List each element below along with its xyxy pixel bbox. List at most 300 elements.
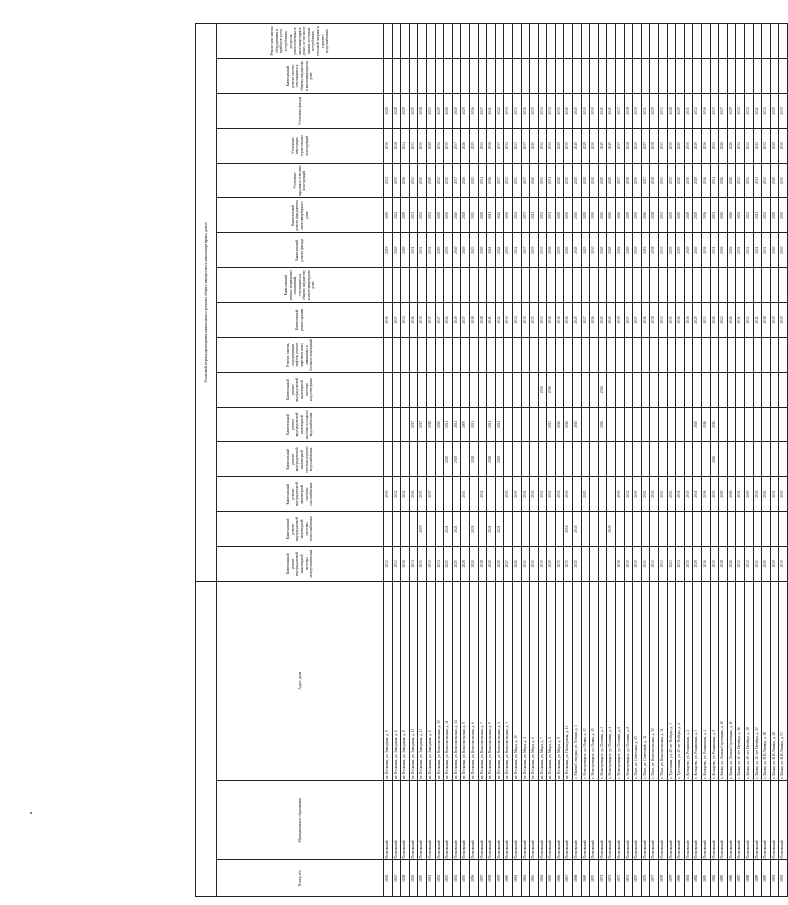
year-cell [495, 372, 504, 407]
year-cell: 2018 [418, 93, 427, 128]
table-row [401, 24, 410, 897]
year-cell [607, 477, 616, 512]
address-cell: с. Бачки, ул. Лесная Стрелецкая, д. 10 [719, 581, 728, 780]
year-cell: 2032 [762, 198, 771, 233]
address-cell: пг. Песковка, ул. Комсомольская, д. 9 [487, 581, 496, 780]
year-cell: 2041 [530, 198, 539, 233]
year-cell [538, 512, 547, 547]
year-cell: 2016 [701, 407, 710, 442]
year-cell [693, 337, 702, 372]
year-cell [426, 268, 435, 303]
table-row [744, 24, 753, 897]
municipality-cell: Песковский [512, 780, 521, 860]
year-cell: 2037 [495, 163, 504, 198]
year-cell [418, 59, 427, 94]
year-cell: 2030 [418, 302, 427, 337]
year-cell: 2038 [650, 302, 659, 337]
year-cell: 2045 [573, 93, 582, 128]
table-row [435, 24, 444, 897]
row-number: 1892 [779, 860, 788, 897]
year-cell: 2026 [727, 128, 736, 163]
year-cell: 2032 [504, 163, 513, 198]
year-cell [392, 372, 401, 407]
year-cell: 2030 [384, 477, 393, 512]
year-cell [461, 372, 470, 407]
year-cell [676, 407, 685, 442]
municipality-cell: Песковский [504, 780, 513, 860]
year-cell [667, 442, 676, 477]
year-cell [598, 24, 607, 59]
year-cell: 2036 [547, 302, 556, 337]
year-cell [727, 442, 736, 477]
year-cell: 2036 [409, 477, 418, 512]
year-cell [633, 442, 642, 477]
year-cell: 2032 [693, 93, 702, 128]
year-cell: 2030 [710, 477, 719, 512]
row-number: 1862 [521, 860, 530, 897]
year-cell [564, 372, 573, 407]
year-cell [547, 337, 556, 372]
year-cell [753, 24, 762, 59]
year-cell [693, 372, 702, 407]
year-cell: 2033 [659, 128, 668, 163]
year-cell: 2029 [770, 163, 779, 198]
year-cell: 2036 [384, 128, 393, 163]
year-cell: 2030 [530, 477, 539, 512]
address-cell: с. Бачки, ул. И.И.Ленина, д. 53 [779, 581, 788, 780]
year-cell [384, 442, 393, 477]
row-number: 1851 [426, 860, 435, 897]
year-cell: 2045 [573, 198, 582, 233]
year-cell: 2031 [641, 93, 650, 128]
year-cell [521, 268, 530, 303]
year-cell: 2042 [495, 198, 504, 233]
year-cell [727, 268, 736, 303]
municipality-cell: Песковский [401, 780, 410, 860]
year-cell [659, 442, 668, 477]
year-cell [487, 477, 496, 512]
year-cell [624, 442, 633, 477]
header-empty-left [196, 581, 217, 896]
year-cell: 2035 [512, 477, 521, 512]
year-cell [573, 372, 582, 407]
year-cell [727, 372, 736, 407]
year-cell [435, 268, 444, 303]
year-cell [659, 268, 668, 303]
address-cell: с. Бачки, ул. 40 лет Октября, д. 20 [753, 581, 762, 780]
header-work-12: Утепление наружных стеновых конструкций [217, 163, 384, 198]
year-cell: 2034 [401, 128, 410, 163]
year-cell: 2036 [701, 546, 710, 581]
year-cell: 2034 [512, 302, 521, 337]
year-cell [607, 268, 616, 303]
table-row [693, 24, 702, 897]
year-cell: 2036 [555, 302, 564, 337]
year-cell: 2032 [736, 546, 745, 581]
year-cell: 2034 [512, 233, 521, 268]
table-row [633, 24, 642, 897]
year-cell [581, 407, 590, 442]
row-number: 1863 [530, 860, 539, 897]
year-cell [762, 24, 771, 59]
year-cell [409, 268, 418, 303]
year-cell [598, 337, 607, 372]
year-cell [435, 442, 444, 477]
year-cell: 2029 [435, 233, 444, 268]
year-cell: 2021 [444, 407, 453, 442]
year-cell [710, 512, 719, 547]
year-cell: 2032 [762, 93, 771, 128]
year-cell: 2033 [667, 477, 676, 512]
year-cell [616, 24, 625, 59]
year-cell [590, 442, 599, 477]
header-work-6: Капитальный ремонт внутридомовой инженерной системы водоотведения [217, 372, 384, 407]
year-cell [487, 268, 496, 303]
table-row [512, 24, 521, 897]
year-cell: 2033 [701, 302, 710, 337]
address-cell: пг. Песковка, ул. Заводская, д. 13 [418, 581, 427, 780]
header-work-4: Капитальный ремонт внутридомовой инженерной системы горячего водоснабжения [217, 442, 384, 477]
year-cell: 2018 [469, 442, 478, 477]
year-cell [581, 59, 590, 94]
year-cell: 2035 [667, 198, 676, 233]
year-cell [478, 512, 487, 547]
year-cell: 2032 [744, 128, 753, 163]
year-cell: 2032 [426, 198, 435, 233]
year-cell: 2030 [444, 128, 453, 163]
year-cell: 2032 [392, 477, 401, 512]
year-cell: 2034 [435, 546, 444, 581]
municipality-cell: Песковский [684, 780, 693, 860]
address-cell: пг. Песковка, ул. Мира, д. 9 [555, 581, 564, 780]
year-cell [624, 512, 633, 547]
year-cell [684, 442, 693, 477]
year-cell [426, 442, 435, 477]
year-cell: 2016 [710, 442, 719, 477]
year-cell: 2025 [581, 233, 590, 268]
year-cell [469, 477, 478, 512]
year-cell: 2035 [667, 233, 676, 268]
year-cell [435, 59, 444, 94]
row-number: 1859 [495, 860, 504, 897]
year-cell: 2037 [521, 163, 530, 198]
year-cell: 2021 [452, 512, 461, 547]
address-cell: с. Новотроицкое, ул. Полевая, д. 8 [624, 581, 633, 780]
table-row [538, 24, 547, 897]
year-cell [452, 24, 461, 59]
year-cell [693, 268, 702, 303]
year-cell: 2034 [409, 546, 418, 581]
year-cell [461, 442, 470, 477]
year-cell [598, 442, 607, 477]
year-cell: 2028 [667, 93, 676, 128]
municipality-cell: Песковский [581, 780, 590, 860]
table-body [384, 24, 788, 897]
year-cell [504, 268, 513, 303]
year-cell: 2041 [487, 93, 496, 128]
year-cell [744, 442, 753, 477]
year-cell: 2033 [659, 546, 668, 581]
year-cell: 2029 [426, 163, 435, 198]
year-cell [762, 407, 771, 442]
year-cell: 2029 [461, 198, 470, 233]
year-cell: 2038 [650, 163, 659, 198]
table-row [478, 24, 487, 897]
row-number: 1860 [504, 860, 513, 897]
header-work-1: Капитальный ремонт внутридомовой инженерной системы электроснабжения [217, 546, 384, 581]
year-cell: 2030 [753, 477, 762, 512]
row-number: 1882 [693, 860, 702, 897]
year-cell: 2026 [719, 128, 728, 163]
address-cell: с. Новотроицкое, ул. Полевая, д. 3 [598, 581, 607, 780]
table-row [392, 24, 401, 897]
year-cell: 2045 [573, 302, 582, 337]
year-cell: 2020 [693, 407, 702, 442]
year-cell [727, 59, 736, 94]
year-cell [461, 59, 470, 94]
year-cell [581, 512, 590, 547]
year-cell [581, 268, 590, 303]
year-cell: 2038 [392, 128, 401, 163]
year-cell: 2035 [392, 163, 401, 198]
year-cell [633, 24, 642, 59]
year-cell: 2021 [641, 477, 650, 512]
header-work-15: Капитальный ремонт систем, относящихся к общему имуществу в многоквартирном доме [217, 59, 384, 94]
year-cell [684, 337, 693, 372]
year-cell: 2021 [452, 407, 461, 442]
year-cell [607, 372, 616, 407]
year-cell: 2041 [753, 128, 762, 163]
address-cell: пг. Песковка, ул. Комсомольская, д. 6 [469, 581, 478, 780]
year-cell [504, 337, 513, 372]
year-cell: 2031 [547, 163, 556, 198]
year-cell: 2034 [736, 477, 745, 512]
year-cell [719, 442, 728, 477]
municipality-cell: Песковский [384, 780, 393, 860]
year-cell: 2031 [478, 163, 487, 198]
year-cell [401, 372, 410, 407]
year-cell: 2032 [547, 477, 556, 512]
municipality-cell: Песковский [409, 780, 418, 860]
year-cell: 2041 [487, 233, 496, 268]
row-number: 1881 [684, 860, 693, 897]
year-cell [401, 512, 410, 547]
year-cell [384, 372, 393, 407]
year-cell: 2029 [581, 198, 590, 233]
address-cell: с. Бачки, ул. 40 лет Октября, д. 16 [736, 581, 745, 780]
year-cell [469, 337, 478, 372]
year-cell [779, 407, 788, 442]
address-cell: пг. Песковка, ул. Заводская, д. 5 [384, 581, 393, 780]
address-cell: пг. Песковка, ул. Мира, д. 10 [512, 581, 521, 780]
year-cell [418, 372, 427, 407]
year-cell [659, 512, 668, 547]
year-cell: 2041 [487, 302, 496, 337]
year-cell: 2034 [512, 198, 521, 233]
year-cell: 2029 [435, 198, 444, 233]
year-cell [676, 59, 685, 94]
year-cell [753, 337, 762, 372]
year-cell [616, 407, 625, 442]
year-cell: 2017 [633, 302, 642, 337]
year-cell [478, 372, 487, 407]
municipality-cell: Песковский [478, 780, 487, 860]
year-cell: 2030 [633, 233, 642, 268]
year-cell [418, 268, 427, 303]
year-cell: 2016 [564, 407, 573, 442]
year-cell [762, 372, 771, 407]
municipality-cell: Песковский [426, 780, 435, 860]
year-cell: 2033 [409, 128, 418, 163]
table-row [547, 24, 556, 897]
municipality-cell: Песковский [392, 780, 401, 860]
year-cell: 2016 [555, 407, 564, 442]
year-cell: 2026 [598, 407, 607, 442]
year-cell: 2021 [487, 407, 496, 442]
year-cell [641, 442, 650, 477]
table-row [616, 24, 625, 897]
year-cell [684, 407, 693, 442]
year-cell [701, 24, 710, 59]
year-cell: 2023 [426, 93, 435, 128]
year-cell [770, 268, 779, 303]
year-cell [530, 372, 539, 407]
year-cell: 2029 [461, 93, 470, 128]
year-cell [564, 59, 573, 94]
year-cell: 2029 [435, 93, 444, 128]
year-cell: 2036 [701, 198, 710, 233]
year-cell [736, 59, 745, 94]
address-cell: с. Козырево, ул. Рощинская, д. 2 [684, 581, 693, 780]
year-cell: 2032 [650, 546, 659, 581]
row-number: 1848 [401, 860, 410, 897]
year-cell [667, 24, 676, 59]
year-cell [512, 442, 521, 477]
year-cell [616, 442, 625, 477]
table-row [701, 24, 710, 897]
year-cell: 2032 [504, 128, 513, 163]
year-cell [770, 372, 779, 407]
header-address: Адрес дома [217, 581, 384, 780]
year-cell: 2030 [444, 163, 453, 198]
year-cell [693, 442, 702, 477]
municipality-cell: Песковский [564, 780, 573, 860]
year-cell: 2035 [667, 302, 676, 337]
municipality-cell: Песковский [530, 780, 539, 860]
year-cell: 2032 [744, 198, 753, 233]
year-cell [418, 337, 427, 372]
year-cell [641, 512, 650, 547]
year-cell: 2032 [418, 233, 427, 268]
year-cell: 2034 [478, 477, 487, 512]
year-cell: 2030 [633, 128, 642, 163]
year-cell [719, 407, 728, 442]
year-cell [581, 372, 590, 407]
year-cell: 2028 [719, 546, 728, 581]
year-cell [521, 372, 530, 407]
year-cell: 2033 [659, 233, 668, 268]
year-cell [461, 337, 470, 372]
year-cell [590, 268, 599, 303]
year-cell [392, 59, 401, 94]
year-cell [598, 512, 607, 547]
year-cell [624, 24, 633, 59]
row-number: 1855 [461, 860, 470, 897]
year-cell: 2031 [710, 233, 719, 268]
year-cell [564, 442, 573, 477]
year-cell: 2032 [736, 128, 745, 163]
table-row [762, 24, 771, 897]
year-cell: 2035 [530, 302, 539, 337]
year-cell: 2029 [401, 233, 410, 268]
year-cell: 2029 [581, 128, 590, 163]
year-cell: 2030 [418, 128, 427, 163]
year-cell: 2045 [573, 128, 582, 163]
year-cell: 2021 [495, 407, 504, 442]
year-cell: 2036 [701, 93, 710, 128]
year-cell: 2045 [607, 128, 616, 163]
year-cell: 2020 [762, 477, 771, 512]
address-cell: с. Козырево, ул. Рощинская, д. 5 [710, 581, 719, 780]
year-cell [538, 442, 547, 477]
year-cell: 2021 [469, 407, 478, 442]
year-cell: 2034 [521, 477, 530, 512]
year-cell: 2029 [401, 198, 410, 233]
address-cell: пг. Песковка, ул. Мира, д. 8 [547, 581, 556, 780]
year-cell: 2029 [461, 546, 470, 581]
address-cell: пг. Песковка, ул. Заводская, д. 6 [392, 581, 401, 780]
year-cell [573, 24, 582, 59]
row-number: 1854 [452, 860, 461, 897]
year-cell [684, 59, 693, 94]
year-cell: 2031 [710, 128, 719, 163]
year-cell: 2023 [469, 233, 478, 268]
year-cell: 2029 [478, 233, 487, 268]
year-cell: 2019 [779, 302, 788, 337]
row-number: 1877 [650, 860, 659, 897]
address-cell: с. Тростянка, ул. 40 лет Победы, д. 3 [667, 581, 676, 780]
address-cell: с. Пасл, ул. Советская, д. 15 [633, 581, 642, 780]
table-row [444, 24, 453, 897]
year-cell [435, 24, 444, 59]
table-row [487, 24, 496, 897]
year-cell: 2017 [581, 302, 590, 337]
year-cell: 2030 [564, 163, 573, 198]
year-cell [770, 407, 779, 442]
municipality-cell: Песковский [418, 780, 427, 860]
year-cell [469, 268, 478, 303]
year-cell: 2045 [607, 198, 616, 233]
address-cell: с. Пасл, ул. Советский, д. 34 [641, 581, 650, 780]
table-row [469, 24, 478, 897]
year-cell [418, 442, 427, 477]
year-cell [736, 337, 745, 372]
row-number: 1868 [573, 860, 582, 897]
row-number: 1850 [418, 860, 427, 897]
year-cell [555, 268, 564, 303]
year-cell: 2032 [435, 128, 444, 163]
header-work-16: Ремонт или замена оборудования и приборов учета потребления ресурсов, расположенных в многоквартирных домах, в том числе замена счетчиков потребления тепловой энергии и горячего водоснабжения [217, 24, 384, 59]
municipality-cell: Песковский [444, 780, 453, 860]
municipality-cell: Песковский [641, 780, 650, 860]
year-cell [590, 407, 599, 442]
table-caption: Плановый период проведения капитального ремонта общего имущества в многоквартирных домах [196, 24, 217, 582]
year-cell: 2016 [641, 233, 650, 268]
year-cell: 2036 [401, 546, 410, 581]
address-cell: пг. Песковка, ул. Заводская, д. 11 [409, 581, 418, 780]
year-cell [495, 268, 504, 303]
year-cell [770, 442, 779, 477]
